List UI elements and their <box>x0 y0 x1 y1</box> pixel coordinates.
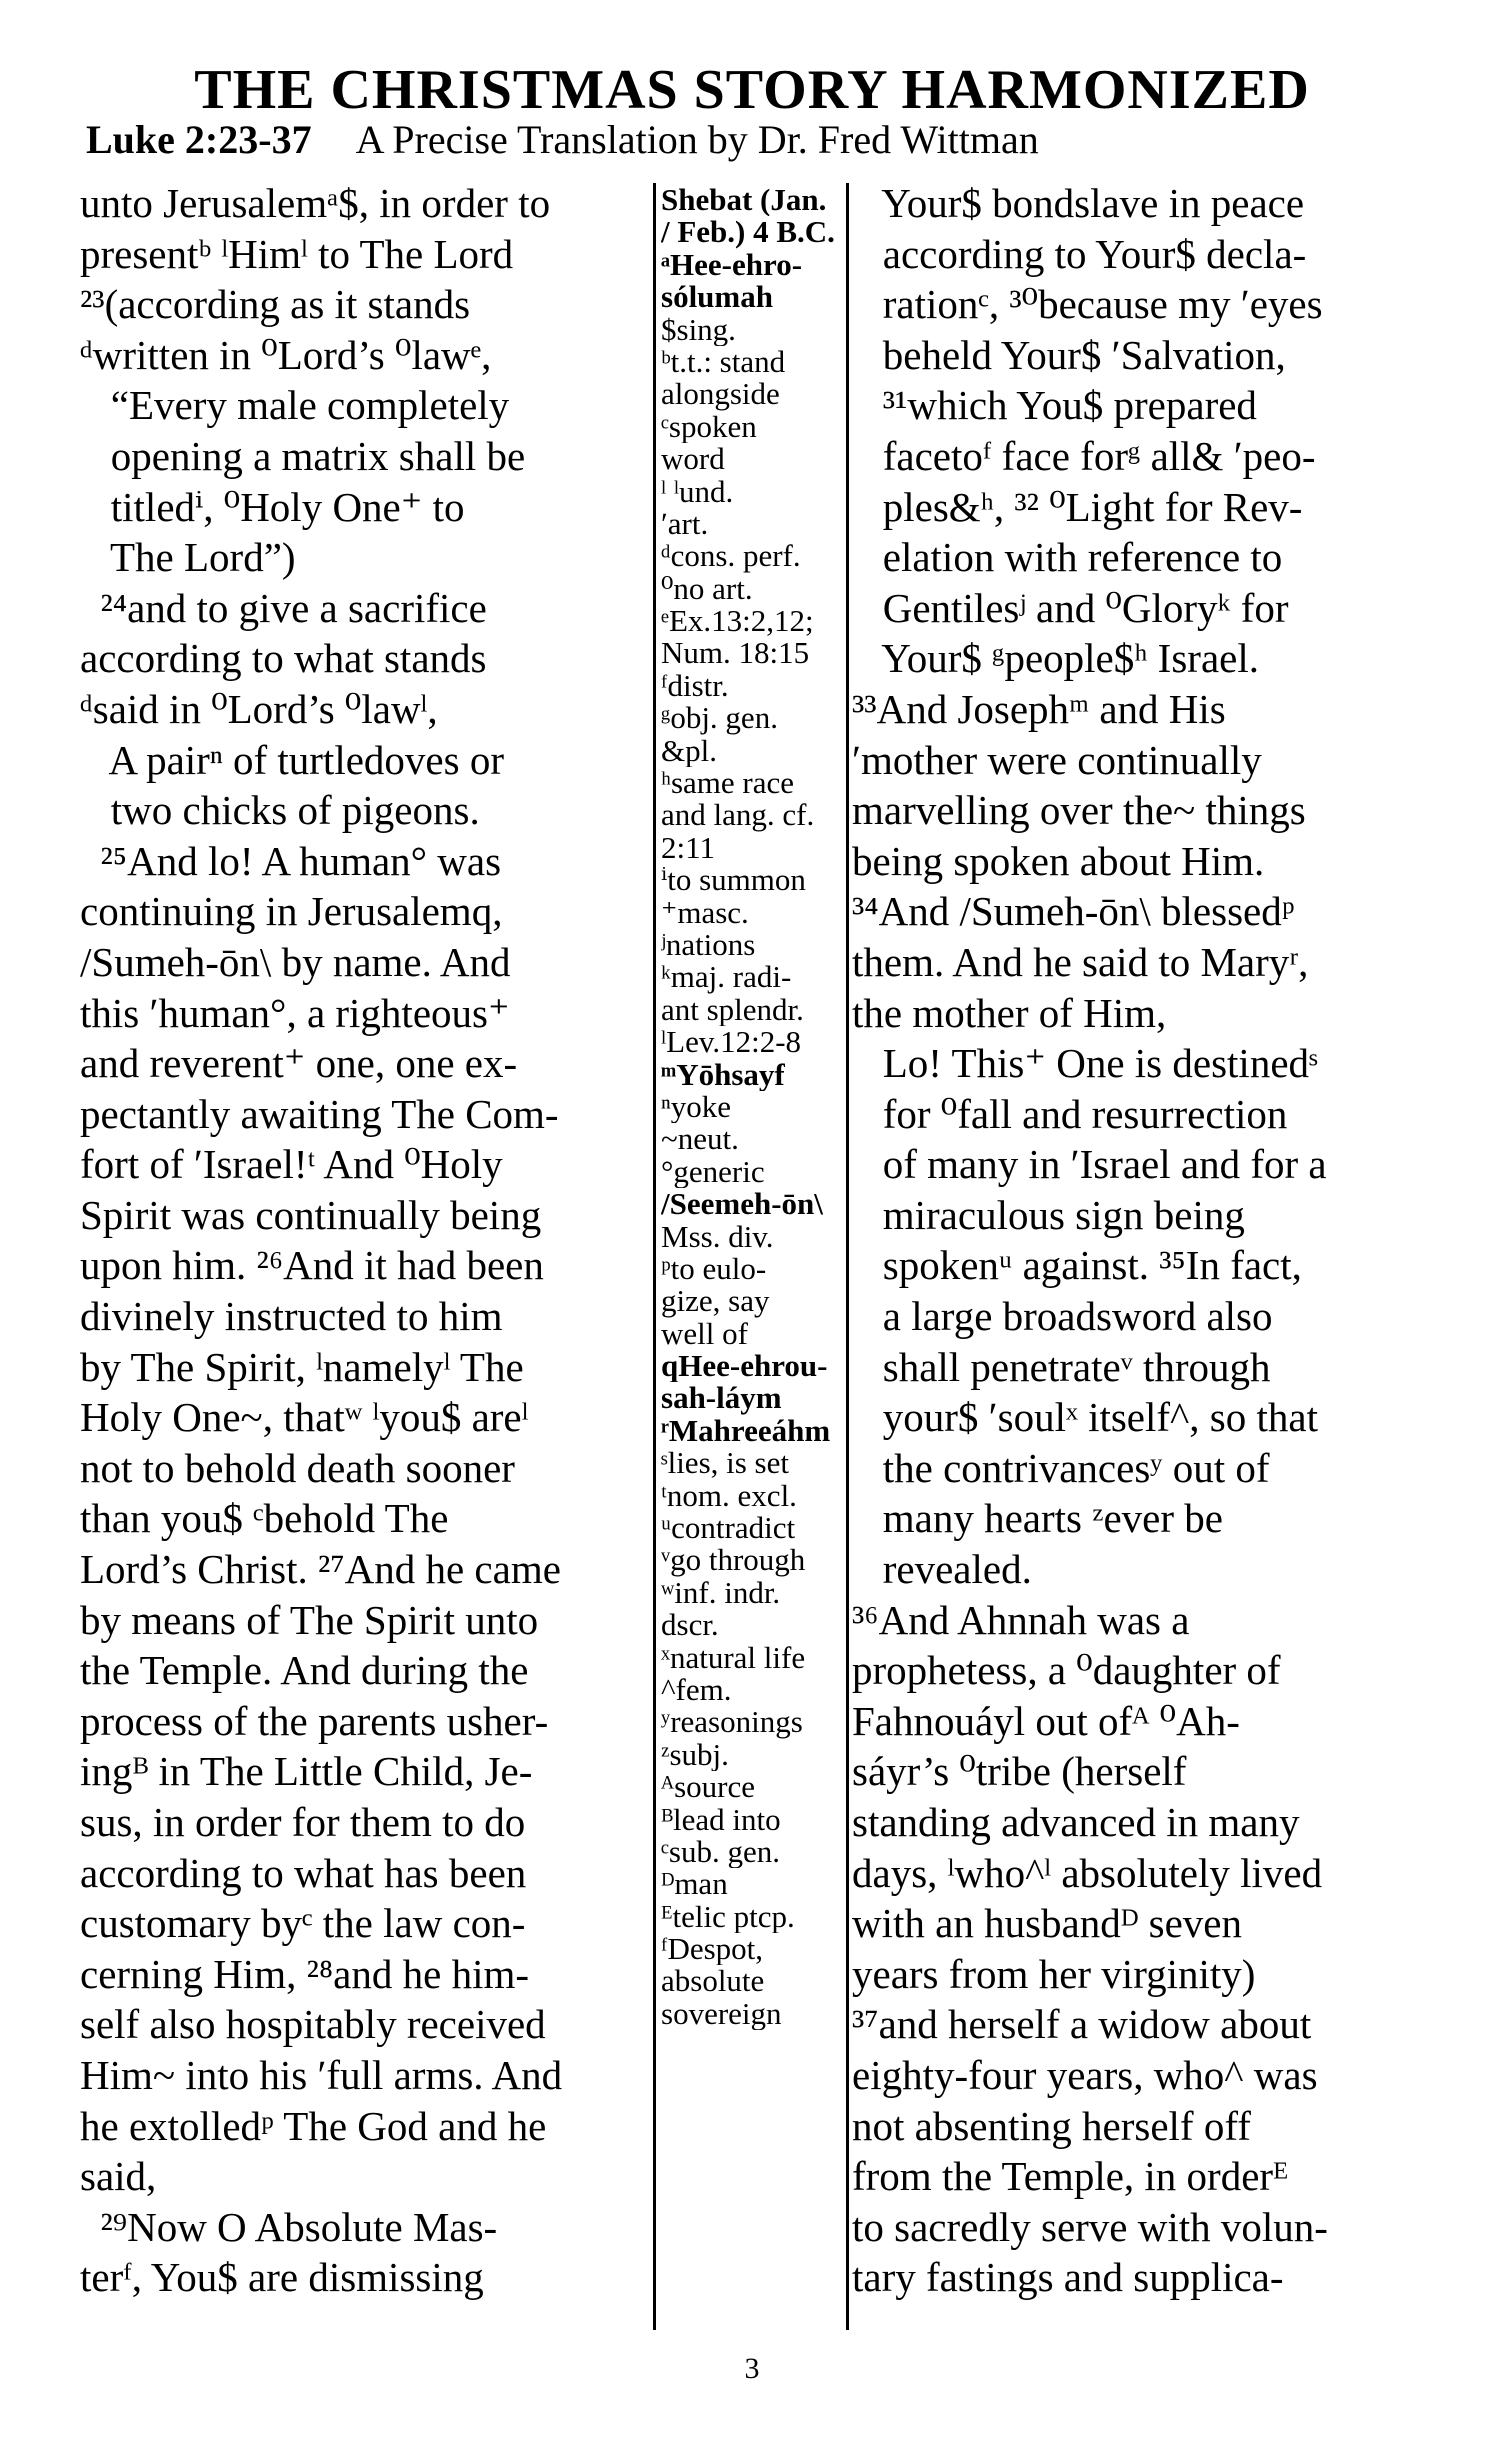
text-line: said, <box>80 2153 157 2200</box>
text-line: them. And he said to Maryʳ, <box>852 938 1309 985</box>
text-line: unto Jerusalemᵃ$, in order to <box>80 180 551 226</box>
note-line: ᵉEx.13:2,12; <box>661 605 814 638</box>
note-line: ʳMahreeáhm <box>661 1414 831 1448</box>
note-line: ᵍobj. gen. <box>661 702 778 735</box>
text-line: /Sumeh-ōn\ by name. And <box>80 938 511 985</box>
text-line: sus, in order for them to do <box>80 1799 526 1845</box>
text-line: standing advanced in many <box>852 1799 1300 1845</box>
text-line: ²⁴and to give a sacrifice <box>80 584 487 631</box>
note-line: ᶠDespot, <box>661 1933 764 1966</box>
note-line: ant splendr. <box>661 993 804 1027</box>
text-line: “Every male completely <box>80 382 510 429</box>
text-line: to sacredly serve with volun- <box>852 2203 1328 2250</box>
text-line: shall penetrateᵛ through <box>852 1343 1271 1390</box>
text-line: by means of The Spirit unto <box>80 1596 539 1643</box>
text-line: many hearts ᶻever be <box>852 1495 1223 1542</box>
right-text-column <box>852 178 1424 2303</box>
note-line: ⁿyoke <box>661 1090 732 1124</box>
note-line: ᵐYōhsayf <box>661 1058 785 1091</box>
notes-column <box>661 184 851 2030</box>
text-line: terᶠ, You$ are dismissing <box>80 2254 484 2301</box>
text-line: tary fastings and supplica- <box>852 2254 1284 2301</box>
note-line: Mss. div. <box>661 1220 774 1253</box>
note-line: absolute <box>661 1965 765 1998</box>
note-line: ~neut. <box>661 1123 739 1156</box>
note-line: ʰsame race <box>661 767 795 800</box>
note-line: / Feb.) 4 B.C. <box>661 216 835 249</box>
text-line: cerning Him, ²⁸and he him- <box>80 1950 529 1997</box>
text-line: Your$ bondslave in peace <box>852 180 1305 226</box>
note-line: °generic <box>661 1155 765 1189</box>
text-line: than you$ ᶜbehold The <box>80 1495 449 1542</box>
note-line: ʲnations <box>661 928 756 962</box>
note-line: ⁰no art. <box>661 572 753 606</box>
text-line: titledⁱ, ⁰Holy One⁺ to <box>80 483 465 530</box>
text-line: the contrivancesʸ out of <box>852 1444 1270 1491</box>
text-line: process of the parents usher- <box>80 1697 549 1744</box>
note-line: ᶜsub. gen. <box>661 1835 781 1869</box>
text-line: days, ˡwho^ˡ absolutely lived <box>852 1849 1323 1896</box>
text-line: sáyr’s ⁰tribe (herself <box>852 1748 1187 1795</box>
text-line: prophetess, a ⁰daughter of <box>852 1647 1281 1694</box>
note-line: ⁺masc. <box>661 896 749 929</box>
text-line: self also hospitably received <box>80 2001 546 2048</box>
note-line: ʹart. <box>661 507 709 541</box>
text-line: Him~ into his ʹfull arms. And <box>80 2051 563 2098</box>
note-line: ᵛgo through <box>661 1544 806 1577</box>
note-line: ʷinf. indr. <box>661 1576 781 1610</box>
text-line: facetoᶠ face forᵍ all& ʹpeo- <box>852 432 1316 479</box>
text-line: ³⁷and herself a widow about <box>852 2001 1312 2048</box>
note-line: qHee-ehrou- <box>661 1350 828 1383</box>
subtitle <box>86 115 1039 165</box>
text-line: marvelling over the~ things <box>852 787 1306 834</box>
text-line: Gentilesʲ and ⁰Gloryᵏ for <box>852 584 1289 631</box>
note-line: ᴱtelic ptcp. <box>661 1900 795 1934</box>
note-line: dscr. <box>661 1609 719 1642</box>
note-line: ᵖto eulo- <box>661 1252 767 1286</box>
text-line: ³³And Josephᵐ and His <box>852 685 1226 732</box>
note-line: ⁱto summon <box>661 864 806 897</box>
note-line: sah-láym <box>661 1382 782 1415</box>
text-line: of many in ʹIsrael and for a <box>852 1141 1327 1188</box>
text-line: according to what has been <box>80 1849 527 1896</box>
text-line: Lo! This⁺ One is destinedˢ <box>852 1040 1318 1087</box>
note-line: ᶜspoken <box>661 410 757 444</box>
text-line: rationᶜ, ³⁰because my ʹeyes <box>852 281 1323 328</box>
note-line: ᴮlead into <box>661 1803 781 1836</box>
text-line: beheld Your$ ʹSalvation, <box>852 331 1286 378</box>
note-line: ᶻsubj. <box>661 1738 729 1772</box>
text-line: and reverent⁺ one, one ex- <box>80 1040 518 1087</box>
left-text-column <box>80 178 648 2303</box>
note-line: ᴬsource <box>661 1771 755 1804</box>
text-line: ᵈsaid in ⁰Lord’s ⁰lawˡ, <box>80 685 438 732</box>
translation-credit: A Precise Translation by Dr. Fred Wittman <box>355 117 1039 162</box>
text-line: opening a matrix shall be <box>80 432 526 479</box>
note-line: ᵏmaj. radi- <box>661 961 792 994</box>
text-line: by The Spirit, ˡnamelyˡ The <box>80 1343 524 1390</box>
text-line: ᵈwritten in ⁰Lord’s ⁰lawᵉ, <box>80 331 492 378</box>
text-line: presentᵇ ˡHimˡ to The Lord <box>80 230 514 277</box>
text-line: ³⁴And /Sumeh-ōn\ blessedᵖ <box>852 888 1295 935</box>
text-line: elation with reference to <box>852 534 1283 581</box>
text-line: Spirit was continually being <box>80 1191 542 1238</box>
note-line: Shebat (Jan. <box>661 184 827 217</box>
scripture-reference: Luke 2:23-37 <box>86 117 312 162</box>
note-line: and lang. cf. <box>661 799 815 832</box>
text-line: the Temple. And during the <box>80 1647 529 1694</box>
text-line: years from her virginity) <box>852 1950 1256 1997</box>
text-line: The Lord”) <box>80 534 296 581</box>
text-line: according to Your$ decla- <box>852 230 1307 277</box>
text-line: ²⁹Now O Absolute Mas- <box>80 2203 498 2250</box>
note-line: ˣnatural life <box>661 1641 806 1674</box>
note-line: $sing. <box>661 313 736 346</box>
column-divider-left <box>653 183 656 2330</box>
text-line: ingᴮ in The Little Child, Je- <box>80 1748 533 1795</box>
text-line: A pairⁿ of turtledoves or <box>80 736 504 783</box>
note-line: sólumah <box>661 281 773 314</box>
text-line: divinely instructed to him <box>80 1293 503 1340</box>
text-line: ³¹which You$ prepared <box>852 382 1257 429</box>
note-line: ʸreasonings <box>661 1706 803 1739</box>
note-line: word <box>661 443 725 476</box>
text-line: Your$ ᵍpeople$ʰ Israel. <box>852 635 1259 682</box>
note-line: Num. 18:15 <box>661 637 810 670</box>
note-line: sovereign <box>661 1997 782 2031</box>
note-line: ᵃHee-ehro- <box>661 248 803 282</box>
text-line: ²⁵And lo! A human° was <box>80 837 502 884</box>
text-line: he extolledᵖ The God and he <box>80 2102 547 2149</box>
text-line: spokenᵘ against. ³⁵In fact, <box>852 1242 1302 1289</box>
note-line: ᶠdistr. <box>661 669 729 703</box>
text-line: a large broadsword also <box>852 1293 1273 1340</box>
text-line: Fahnouáyl out ofᴬ ⁰Ah- <box>852 1697 1240 1744</box>
text-line: your$ ʹsoulˣ itself^, so that <box>852 1394 1318 1441</box>
page-title: THE CHRISTMAS STORY HARMONIZED <box>194 59 1310 121</box>
text-line: being spoken about Him. <box>852 837 1265 884</box>
page-number: 3 <box>744 2352 760 2385</box>
note-line: &pl. <box>661 734 717 768</box>
note-line: ᴰman <box>661 1868 728 1901</box>
note-line: ᵘcontradict <box>661 1512 796 1545</box>
text-line: ples&ʰ, ³² ⁰Light for Rev- <box>852 483 1303 530</box>
text-line: from the Temple, in orderᴱ <box>852 2153 1289 2200</box>
text-line: Holy One~, thatʷ ˡyou$ areˡ <box>80 1394 529 1441</box>
note-line: alongside <box>661 378 780 411</box>
text-line: customary byᶜ the law con- <box>80 1900 526 1947</box>
text-line: revealed. <box>852 1546 1032 1593</box>
note-line: ᵈcons. perf. <box>661 540 801 573</box>
text-line: Lord’s Christ. ²⁷And he came <box>80 1546 561 1593</box>
note-line: ˢlies, is set <box>661 1447 789 1480</box>
text-line: the mother of Him, <box>852 989 1167 1036</box>
text-line: eighty-four years, who^ was <box>852 2051 1318 2098</box>
text-line: pectantly awaiting The Com- <box>80 1090 559 1137</box>
text-line: two chicks of pigeons. <box>80 787 480 834</box>
note-line: /Seemeh-ōn\ <box>661 1188 823 1221</box>
note-line: ᵗnom. excl. <box>661 1479 797 1513</box>
text-line: fort of ʹIsrael!ᵗ And ⁰Holy <box>80 1141 503 1188</box>
text-line: not to behold death sooner <box>80 1444 515 1491</box>
text-line: ²³(according as it stands <box>80 281 471 328</box>
note-line: gize, say <box>661 1285 770 1318</box>
note-line: ᵇt.t.: stand <box>661 345 786 379</box>
text-line: according to what stands <box>80 635 487 682</box>
note-line: ˡLev.12:2-8 <box>661 1026 802 1059</box>
text-line: not absenting herself off <box>852 2102 1251 2149</box>
text-line: this ʹhuman°, a righteous⁺ <box>80 989 510 1036</box>
text-line: for ⁰fall and resurrection <box>852 1090 1288 1137</box>
text-line: continuing in Jerusalemq, <box>80 888 503 935</box>
text-line: with an husbandᴰ seven <box>852 1900 1242 1947</box>
note-line: 2:11 <box>661 831 715 865</box>
text-line: ʹmother were continually <box>852 736 1262 783</box>
note-line: ˡ ˡund. <box>661 475 734 508</box>
text-line: ³⁶And Ahnnah was a <box>852 1596 1190 1643</box>
note-line: well of <box>661 1317 748 1351</box>
text-line: miraculous sign being <box>852 1191 1245 1238</box>
note-line: ^fem. <box>661 1673 732 1707</box>
text-line: upon him. ²⁶And it had been <box>80 1242 544 1289</box>
